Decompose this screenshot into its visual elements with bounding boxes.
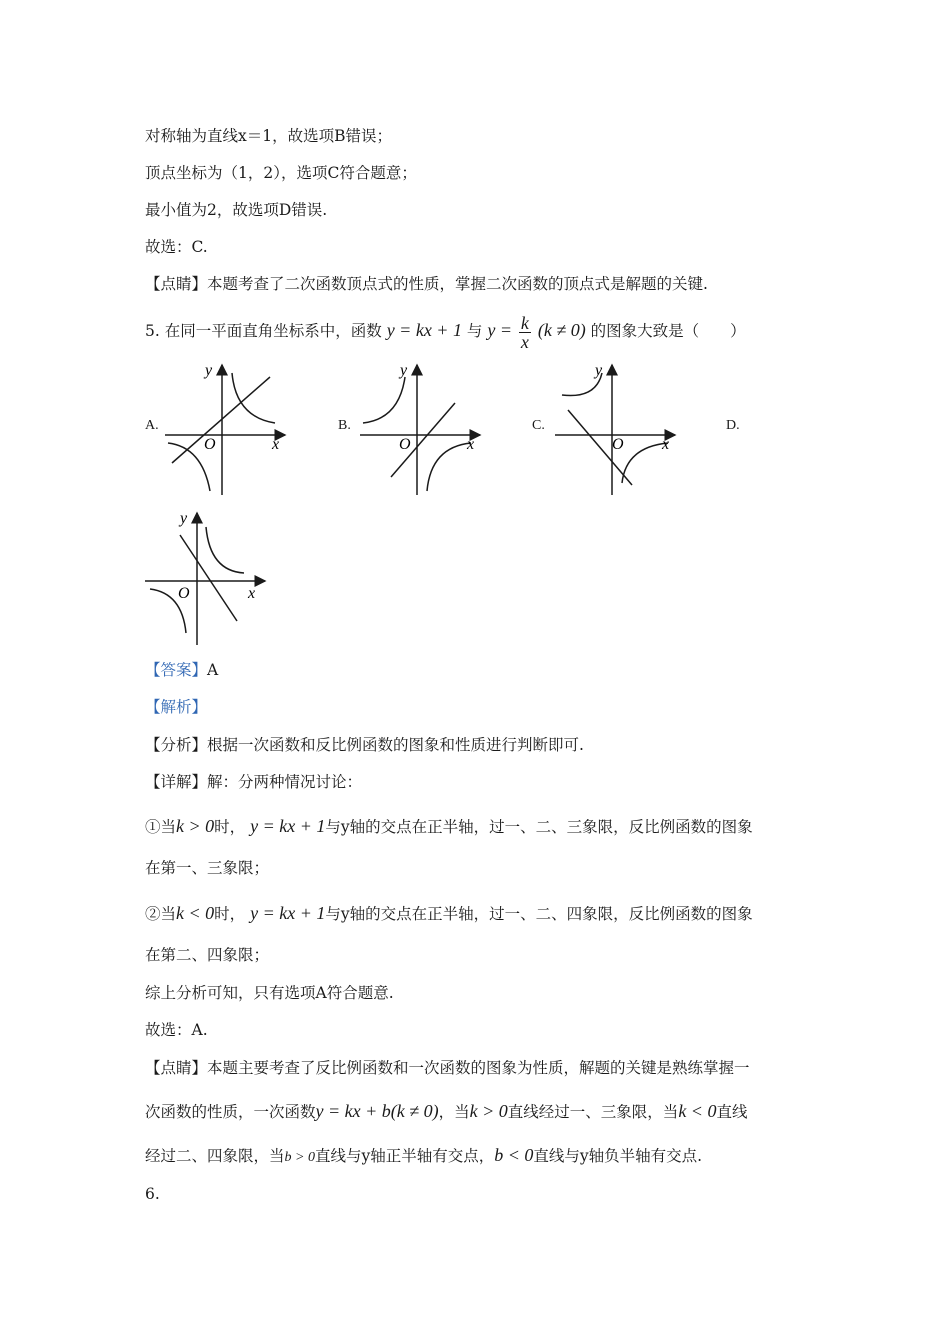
question-text-a: 在同一平面直角坐标系中，函数 — [164, 322, 382, 340]
dianjing2-line-1 — [145, 1058, 750, 1078]
graph-option-b — [355, 355, 490, 500]
dianjing2-cond-4: b < 0 — [494, 1145, 534, 1165]
dianjing2-line-2 — [145, 1098, 747, 1125]
x-axis-label: x — [248, 585, 256, 602]
fraction-numerator: k — [520, 312, 529, 333]
text-line-4: 故选：C. — [145, 238, 208, 256]
origin-label: O — [399, 436, 411, 453]
choose-line: 故选：A. — [145, 1021, 208, 1039]
xiangjie-tag: 【详解】 — [145, 773, 208, 791]
dianjing2-cond-3: b > 0 — [284, 1150, 315, 1165]
y-axis-label: y — [180, 510, 188, 527]
fraction-k-over-x — [519, 314, 531, 351]
x-axis-label: x — [467, 436, 475, 453]
answer-value: A — [207, 661, 219, 679]
text-line-1: 对称轴为直线x＝1，故选项B错误； — [145, 127, 392, 145]
case2-expr: y = kx + 1 — [250, 903, 326, 923]
expr-linear: y = kx + 1 — [386, 320, 462, 340]
dianjing2-cond-2: k < 0 — [678, 1101, 717, 1121]
case1-text: 与y轴的交点在正半轴，过一、二、三象限，反比例函数的图象 — [325, 818, 753, 836]
origin-label: O — [204, 436, 216, 453]
dianjing2-line-3 — [145, 1142, 702, 1171]
case1-line-2: 在第一、三象限； — [145, 859, 270, 877]
text-line-2: 顶点坐标为（1，2），选项C符合题意； — [145, 164, 417, 182]
question-5 — [145, 312, 746, 351]
dianjing2-expr: y = kx + b(k ≠ 0) — [315, 1101, 439, 1121]
origin-label: O — [612, 436, 624, 453]
case1-line — [145, 813, 753, 840]
case1-condition: k > 0 — [176, 816, 215, 836]
case1-when: 时， — [214, 818, 246, 836]
dianjing2-tag: 【点睛】 — [145, 1059, 208, 1077]
fenxi-line — [145, 735, 584, 755]
dianjing-line-1 — [145, 274, 708, 294]
case1-prefix: ①当 — [145, 818, 177, 836]
hyperbola-branch-1 — [206, 527, 244, 573]
case2-line-2: 在第二、四象限； — [145, 946, 270, 964]
analysis-tag: 【解析】 — [145, 698, 208, 716]
dianjing2-text-3b: 直线与y轴正半轴有交点， — [314, 1147, 495, 1165]
y-axis-label: y — [400, 362, 408, 379]
xiangjie-text: 解：分两种情况讨论： — [207, 773, 363, 791]
hyperbola-branch-2 — [427, 443, 471, 491]
graph-option-a — [160, 355, 295, 500]
dianjing2-text-2a: 次函数的性质，一次函数 — [145, 1103, 316, 1121]
case1-expr: y = kx + 1 — [250, 816, 326, 836]
answer-line — [145, 660, 218, 680]
x-axis-label: x — [662, 436, 670, 453]
option-d-label: D. — [726, 418, 740, 433]
y-axis-label: y — [205, 362, 213, 379]
case2-condition: k < 0 — [176, 903, 215, 923]
answer-tag: 【答案】 — [145, 661, 208, 679]
expr-inverse-lhs: y = — [487, 320, 512, 340]
question-text-c: 的图象大致是（ ） — [590, 322, 746, 340]
origin-label: O — [178, 585, 190, 602]
dianjing-text: 本题考查了二次函数顶点式的性质，掌握二次函数的顶点式是解题的关键. — [207, 275, 708, 293]
x-axis-label: x — [272, 436, 280, 453]
graph-option-d — [140, 505, 275, 650]
case2-when: 时， — [214, 905, 246, 923]
case2-text: 与y轴的交点在正半轴，过一、二、四象限，反比例函数的图象 — [325, 905, 753, 923]
dianjing2-cond-1: k > 0 — [469, 1101, 508, 1121]
dianjing2-text-2c: 直线经过一、三象限，当 — [507, 1103, 679, 1121]
hyperbola-branch-1 — [363, 377, 405, 423]
text-line-3: 最小值为2，故选项D错误. — [145, 201, 328, 219]
question-number: 5. — [145, 322, 160, 340]
case2-line — [145, 900, 753, 927]
case2-prefix: ②当 — [145, 905, 177, 923]
dianjing-tag: 【点睛】 — [145, 275, 208, 293]
dianjing2-text-1: 本题主要考查了反比例函数和一次函数的图象为性质，解题的关键是熟练掌握一 — [207, 1059, 750, 1077]
option-c-label: C. — [532, 418, 545, 433]
fenxi-text: 根据一次函数和反比例函数的图象和性质进行判断即可. — [207, 736, 584, 754]
y-axis-label: y — [595, 362, 603, 379]
next-question-number: 6. — [145, 1185, 160, 1203]
dianjing2-text-3c: 直线与y轴负半轴有交点. — [533, 1147, 703, 1165]
summary-line: 综上分析可知，只有选项A符合题意. — [145, 984, 394, 1002]
dianjing2-text-2b: ，当 — [438, 1103, 470, 1121]
dianjing2-text-3a: 经过二、四象限，当 — [145, 1147, 285, 1165]
fraction-denominator: x — [520, 331, 529, 352]
graph-option-c — [550, 355, 685, 500]
question-text-b: 与 — [466, 322, 483, 340]
xiangjie-line — [145, 772, 362, 792]
dianjing2-text-2d: 直线 — [716, 1103, 748, 1121]
option-a-label: A. — [145, 418, 159, 433]
option-b-label: B. — [338, 418, 351, 433]
fenxi-tag: 【分析】 — [145, 736, 208, 754]
expr-condition: (k ≠ 0) — [537, 320, 586, 340]
linear-line — [180, 535, 237, 621]
hyperbola-branch-1 — [232, 373, 275, 423]
